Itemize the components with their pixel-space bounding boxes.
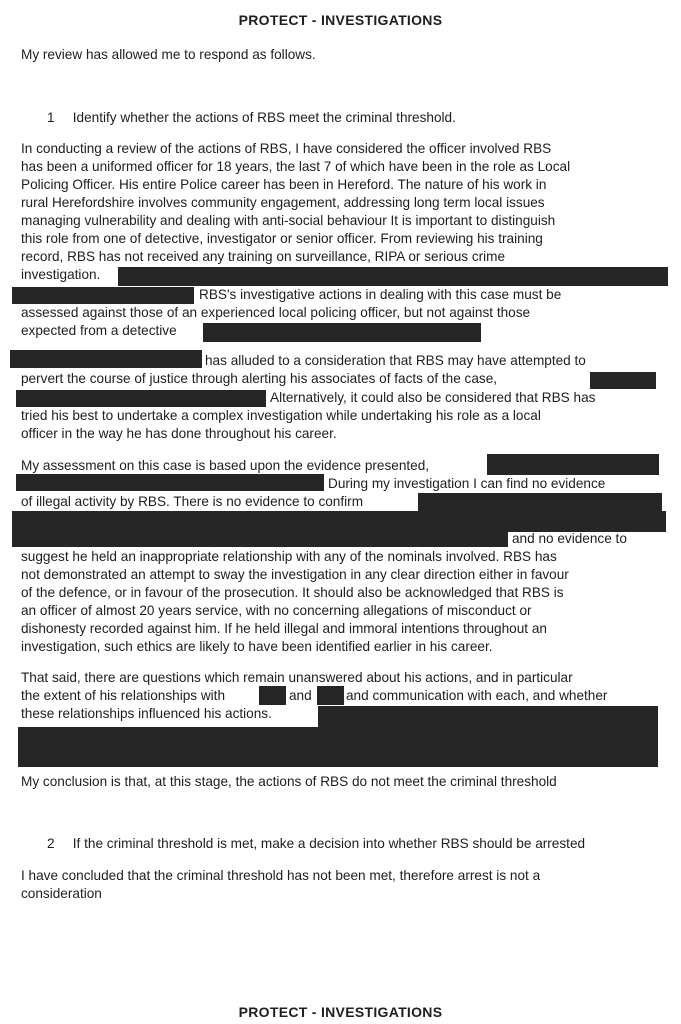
paragraph-line: pervert the course of justice through alerting his associates of facts of the case, xyxy=(21,371,498,386)
paragraph-line: expected from a detective xyxy=(21,323,177,338)
paragraph-line: an officer of almost 20 years service, with no concerning allegations of misconduct or xyxy=(21,603,532,618)
redaction-block xyxy=(18,727,658,767)
redaction-block xyxy=(16,474,324,491)
paragraph-line: tried his best to undertake a complex investigation while undertaking his role as a local xyxy=(21,408,541,423)
question-1-number: 1 xyxy=(47,110,55,125)
paragraph-line: rural Herefordshire involves community engagement, addressing long term local issues xyxy=(21,195,545,210)
redaction-block xyxy=(487,454,659,475)
question-2 xyxy=(47,836,585,851)
conclusion-line: My conclusion is that, at this stage, the actions of RBS do not meet the criminal threshold xyxy=(21,774,557,789)
paragraph-line: the extent of his relationships with xyxy=(21,688,226,703)
redaction-block xyxy=(10,350,202,368)
redaction-block xyxy=(12,511,666,532)
paragraph-line: During my investigation I can find no evidence xyxy=(328,476,606,491)
paragraph-line: officer in the way he has done throughout his career. xyxy=(21,426,337,441)
redaction-block xyxy=(418,493,662,511)
paragraph-line: consideration xyxy=(21,886,102,901)
question-1 xyxy=(47,110,456,125)
paragraph-line: My assessment on this case is based upon the evidence presented, xyxy=(21,458,430,473)
paragraph-line: this role from one of detective, investigator or senior officer. From reviewing his training xyxy=(21,231,543,246)
paragraph-line: has been a uniformed officer for 18 years, the last 7 of which have been in the role as Local xyxy=(21,159,571,174)
question-2-number: 2 xyxy=(47,836,55,851)
question-1-text: Identify whether the actions of RBS meet the criminal threshold. xyxy=(72,110,456,125)
paragraph-line: In conducting a review of the actions of RBS, I have considered the officer involved RBS xyxy=(21,141,552,156)
redaction-block xyxy=(12,532,508,547)
paragraph-line: not demonstrated an attempt to sway the investigation in any clear direction either in favour xyxy=(21,567,569,582)
intro-line: My review has allowed me to respond as follows. xyxy=(21,47,316,62)
paragraph-line: investigation, such ethics are likely to have been identified earlier in his career. xyxy=(21,639,493,654)
paragraph-line: dishonesty recorded against him. If he held illegal and immoral intentions throughout an xyxy=(21,621,547,636)
paragraph-line: and no evidence to xyxy=(512,531,627,546)
paragraph-line: Alternatively, it could also be considered that RBS has xyxy=(270,390,596,405)
redaction-block xyxy=(259,686,286,705)
redaction-block xyxy=(317,686,344,705)
protective-marking-footer: PROTECT - INVESTIGATIONS xyxy=(238,1004,443,1020)
redaction-block xyxy=(16,390,266,407)
paragraph-line: Policing Officer. His entire Police career has been in Hereford. The nature of his work in xyxy=(21,177,547,192)
protective-marking-header: PROTECT - INVESTIGATIONS xyxy=(238,12,443,28)
paragraph-line: RBS's investigative actions in dealing with this case must be xyxy=(199,287,562,302)
paragraph-line: and xyxy=(289,688,312,703)
paragraph-line: I have concluded that the criminal threshold has not been met, therefore arrest is not a xyxy=(21,868,541,883)
paragraph-line: of illegal activity by RBS. There is no evidence to confirm xyxy=(21,494,364,509)
paragraph-line: record, RBS has not received any training on surveillance, RIPA or serious crime xyxy=(21,249,506,264)
paragraph-line: assessed against those of an experienced local policing officer, but not against those xyxy=(21,305,531,320)
paragraph-line: investigation. xyxy=(21,267,101,282)
redaction-block xyxy=(118,267,668,286)
redaction-block xyxy=(12,287,194,304)
paragraph-line: these relationships influenced his actions. xyxy=(21,706,272,721)
paragraph-line: That said, there are questions which remain unanswered about his actions, and in particular xyxy=(21,670,573,685)
paragraph-line: of the defence, or in favour of the prosecution. It should also be acknowledged that RBS is xyxy=(21,585,564,600)
paragraph-line: managing vulnerability and dealing with anti-social behaviour It is important to distinguish xyxy=(21,213,556,228)
redaction-block xyxy=(203,323,481,342)
paragraph-line: suggest he held an inappropriate relationship with any of the nominals involved. RBS has xyxy=(21,549,557,564)
paragraph-line: and communication with each, and whether xyxy=(346,688,608,703)
paragraph-line: has alluded to a consideration that RBS may have attempted to xyxy=(205,353,586,368)
question-2-text: If the criminal threshold is met, make a decision into whether RBS should be arrested xyxy=(72,836,586,851)
redaction-block xyxy=(590,372,656,389)
redaction-block xyxy=(318,706,658,728)
